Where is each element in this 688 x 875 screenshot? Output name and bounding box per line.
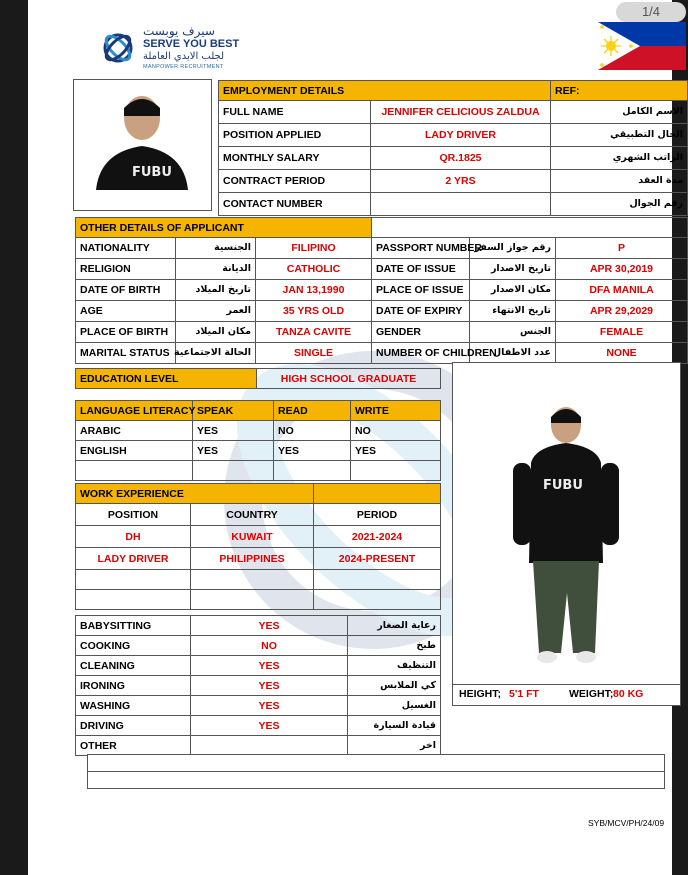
ar-age: العمر [176, 301, 256, 322]
label-monthly-salary: MONTHLY SALARY [219, 147, 371, 170]
work-position [76, 570, 191, 590]
reference-code: SYB/MCV/PH/24/09 [588, 818, 665, 828]
brand-arabic-subtitle: لجلب الايدي العاملة [143, 51, 225, 62]
label-age: AGE [76, 301, 176, 322]
language-header: LANGUAGE LITERACY [76, 401, 193, 421]
label-marital-status: MARITAL STATUS [76, 343, 176, 364]
other-details-header-blank [372, 218, 688, 238]
skill-value: NO [191, 636, 348, 656]
work-country: KUWAIT [191, 526, 314, 548]
write-header: WRITE [351, 401, 441, 421]
skill-value [191, 736, 348, 756]
skill-name: WASHING [76, 696, 191, 716]
label-gender: GENDER [372, 322, 470, 343]
read-value: YES [274, 441, 351, 461]
work-period [314, 590, 441, 610]
skill-value: YES [191, 656, 348, 676]
work-header: WORK EXPERIENCE [76, 484, 314, 504]
work-position: DH [76, 526, 191, 548]
value-date-of-birth: JAN 13,1990 [256, 280, 372, 301]
label-contract-period: CONTRACT PERIOD [219, 170, 371, 193]
skill-value: YES [191, 716, 348, 736]
skill-value: YES [191, 696, 348, 716]
label-full-name: FULL NAME [219, 101, 371, 124]
weight-value: 80 KG [613, 688, 644, 700]
work-position [76, 590, 191, 610]
ar-date-of-issue: تاريخ الاصدار [470, 259, 556, 280]
label-date-of-issue: DATE OF ISSUE [372, 259, 470, 280]
ar-marital-status: الحالة الاجتماعية [176, 343, 256, 364]
work-period: 2024-PRESENT [314, 548, 441, 570]
applicant-photo-full [452, 362, 681, 686]
ar-position-applied: الحال التطبيقي [551, 124, 688, 147]
applicant-photo-small [73, 79, 212, 211]
label-date-of-expiry: DATE OF EXPIRY [372, 301, 470, 322]
value-contact-number [371, 193, 551, 216]
speak-header: SPEAK [193, 401, 274, 421]
work-position: LADY DRIVER [76, 548, 191, 570]
value-passport-number: P [556, 238, 688, 259]
work-header-extra [314, 484, 441, 504]
label-contact-number: CONTACT NUMBER [219, 193, 371, 216]
work-period: 2021-2024 [314, 526, 441, 548]
value-date-of-issue: APR 30,2019 [556, 259, 688, 280]
brand-arabic-name: سيرف يوبست [143, 24, 215, 38]
skill-arabic: اخر [348, 736, 441, 756]
value-marital-status: SINGLE [256, 343, 372, 364]
document-page [28, 0, 684, 875]
speak-value [193, 461, 274, 481]
education-value: HIGH SCHOOL GRADUATE [257, 369, 441, 389]
write-value: NO [351, 421, 441, 441]
skill-arabic: رعاية الصغار [348, 616, 441, 636]
read-value: NO [274, 421, 351, 441]
weight-label: WEIGHT; [569, 688, 614, 700]
value-position-applied: LADY DRIVER [371, 124, 551, 147]
employment-details-table [218, 80, 688, 216]
value-place-of-birth: TANZA CAVITE [256, 322, 372, 343]
ar-place-of-issue: مكان الاصدار [470, 280, 556, 301]
ar-nationality: الجنسية [176, 238, 256, 259]
work-country [191, 570, 314, 590]
ar-date-of-expiry: تاريخ الانتهاء [470, 301, 556, 322]
employment-header: EMPLOYMENT DETAILS [219, 81, 551, 101]
svg-text:FUBU: FUBU [132, 165, 172, 180]
skill-name: BABYSITTING [76, 616, 191, 636]
country-column: COUNTRY [191, 504, 314, 526]
value-place-of-issue: DFA MANILA [556, 280, 688, 301]
skill-arabic: قيادة السيارة [348, 716, 441, 736]
ar-monthly-salary: الراتب الشهري [551, 147, 688, 170]
language-literacy-table [75, 400, 441, 481]
skill-value: YES [191, 616, 348, 636]
period-column: PERIOD [314, 504, 441, 526]
speak-value: YES [193, 441, 274, 461]
language-name: ARABIC [76, 421, 193, 441]
skill-name: OTHER [76, 736, 191, 756]
value-nationality: FILIPINO [256, 238, 372, 259]
other-details-header: OTHER DETAILS OF APPLICANT [76, 218, 372, 238]
skill-arabic: كي الملابس [348, 676, 441, 696]
work-experience-table [75, 483, 441, 610]
write-value [351, 461, 441, 481]
label-religion: RELIGION [76, 259, 176, 280]
ref-label: REF: [551, 81, 688, 101]
other-details-table [75, 217, 688, 364]
ar-passport-number: رقم جواز السفر [470, 238, 556, 259]
skill-value: YES [191, 676, 348, 696]
work-country [191, 590, 314, 610]
write-value: YES [351, 441, 441, 461]
label-nationality: NATIONALITY [76, 238, 176, 259]
label-number-of-children: NUMBER OF CHILDREN [372, 343, 470, 364]
brand-name: SERVE YOU BEST [143, 38, 240, 50]
ar-religion: الديانة [176, 259, 256, 280]
measurements-box [452, 684, 681, 706]
skill-name: COOKING [76, 636, 191, 656]
height-label: HEIGHT; [459, 688, 501, 700]
value-gender: FEMALE [556, 322, 688, 343]
ar-number-of-children: عدد الاطفال [470, 343, 556, 364]
label-place-of-birth: PLACE OF BIRTH [76, 322, 176, 343]
value-date-of-expiry: APR 29,2029 [556, 301, 688, 322]
skill-arabic: طبخ [348, 636, 441, 656]
language-name: ENGLISH [76, 441, 193, 461]
skill-name: DRIVING [76, 716, 191, 736]
skill-name: IRONING [76, 676, 191, 696]
education-table [75, 368, 441, 389]
read-value [274, 461, 351, 481]
position-column: POSITION [76, 504, 191, 526]
skill-arabic: الغسيل [348, 696, 441, 716]
speak-value: YES [193, 421, 274, 441]
philippine-flag-icon [598, 22, 686, 70]
ar-full-name: الاسم الكامل [551, 101, 688, 124]
label-position-applied: POSITION APPLIED [219, 124, 371, 147]
skill-name: CLEANING [76, 656, 191, 676]
value-number-of-children: NONE [556, 343, 688, 364]
ar-contract-period: مدة العقد [551, 170, 688, 193]
page-indicator: 1/4 [616, 2, 686, 22]
ar-gender: الجنس [470, 322, 556, 343]
education-label: EDUCATION LEVEL [76, 369, 257, 389]
value-monthly-salary: QR.1825 [371, 147, 551, 170]
skill-arabic: التنظيف [348, 656, 441, 676]
ar-place-of-birth: مكان الميلاد [176, 322, 256, 343]
label-date-of-birth: DATE OF BIRTH [76, 280, 176, 301]
work-country: PHILIPPINES [191, 548, 314, 570]
skills-table [75, 615, 441, 756]
label-passport-number: PASSPORT NUMBER [372, 238, 470, 259]
read-header: READ [274, 401, 351, 421]
brand-subtitle: MANPOWER RECRUITMENT [143, 64, 224, 70]
work-period [314, 570, 441, 590]
language-name [76, 461, 193, 481]
value-contract-period: 2 YRS [371, 170, 551, 193]
height-value: 5'1 FT [509, 688, 539, 700]
value-full-name: JENNIFER CELICIOUS ZALDUA [371, 101, 551, 124]
ar-contact-number: رقم الجوال [551, 193, 688, 216]
ar-date-of-birth: تاريخ الميلاد [176, 280, 256, 301]
value-age: 35 YRS OLD [256, 301, 372, 322]
label-place-of-issue: PLACE OF ISSUE [372, 280, 470, 301]
svg-text:FUBU: FUBU [543, 478, 583, 493]
blank-field-2 [87, 771, 665, 789]
blank-field-1 [87, 754, 665, 772]
value-religion: CATHOLIC [256, 259, 372, 280]
